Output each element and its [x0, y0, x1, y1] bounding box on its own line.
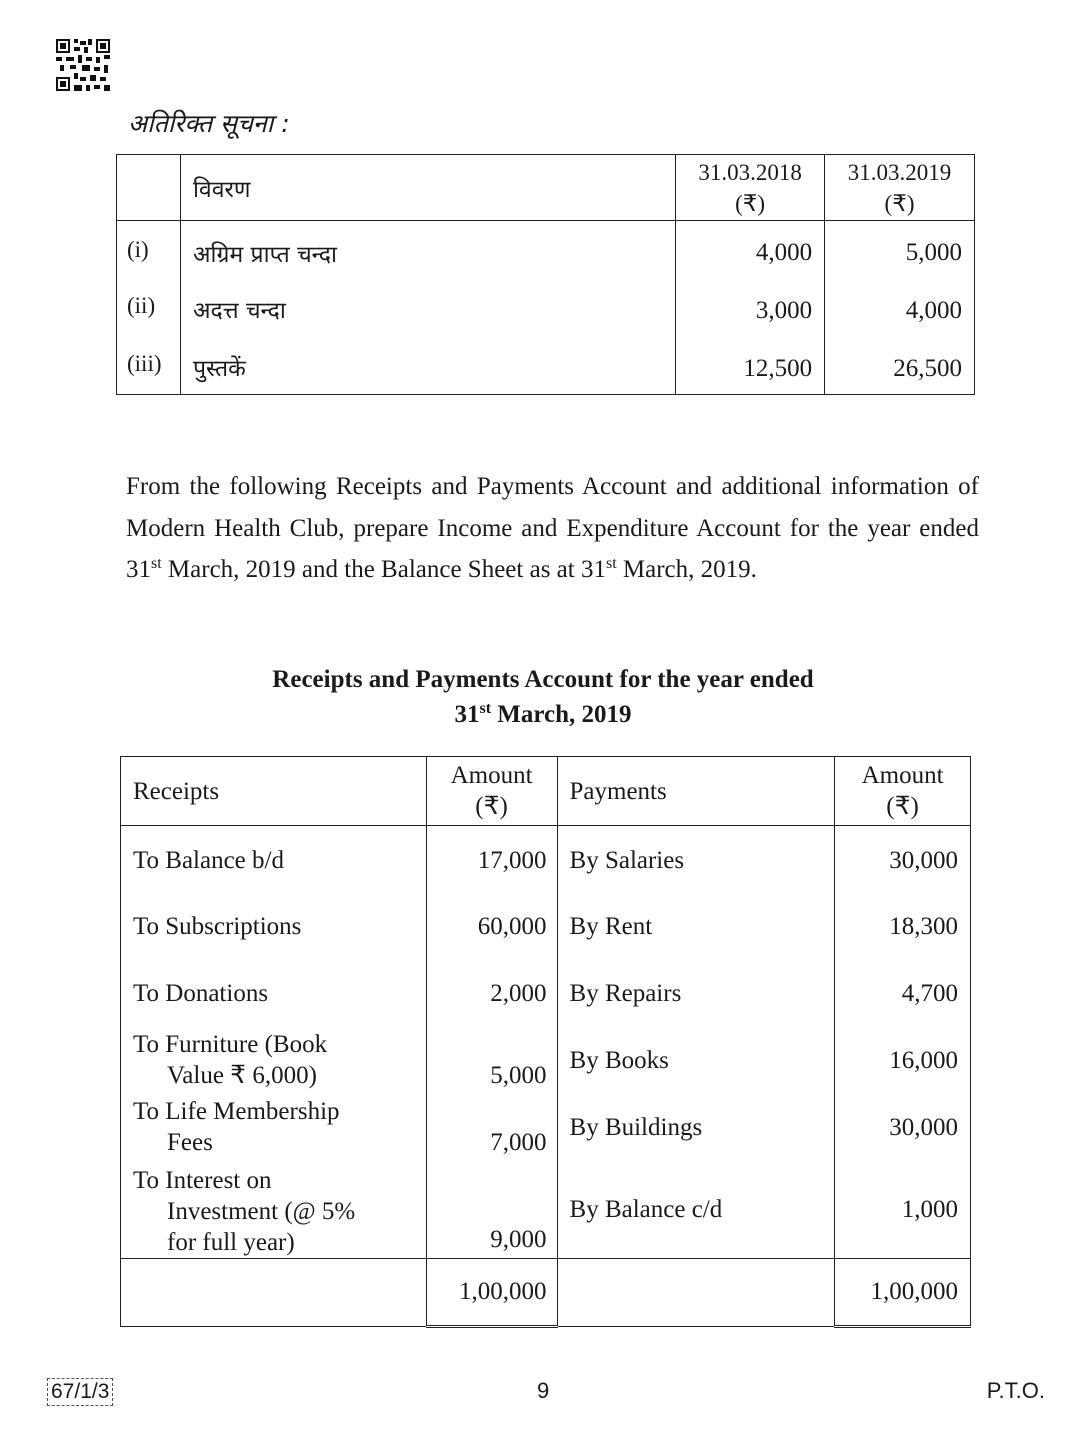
payment-amount: 4,700 — [835, 960, 971, 1027]
receipt-item: To Balance b/d — [121, 826, 427, 893]
header-cell-index — [117, 155, 181, 221]
payment-item: By Books — [557, 1027, 835, 1094]
payment-amount: 30,000 — [835, 826, 971, 893]
header-receipt-amount — [426, 757, 557, 826]
receipts-payments-table — [120, 756, 971, 1328]
receipt-amount: 9,000 — [426, 1161, 557, 1259]
receipt-item-line: To Interest on — [133, 1166, 272, 1194]
payment-amount: 16,000 — [835, 1027, 971, 1094]
question-text-part: March, 2019. — [616, 556, 757, 583]
paper-code: 67/1/3 — [47, 1378, 113, 1406]
account-title-line2 — [120, 697, 966, 732]
table-header-row — [117, 155, 975, 221]
header-currency-2019: (₹) — [884, 190, 915, 216]
total-receipt-label — [121, 1258, 427, 1326]
header-date-2018: 31.03.2018 — [698, 159, 802, 185]
receipt-amount: 17,000 — [426, 826, 557, 893]
table-row — [121, 1094, 971, 1161]
table-row — [121, 893, 971, 960]
header-payment-amount — [835, 757, 971, 826]
receipt-amount: 60,000 — [426, 893, 557, 960]
superscript: st — [151, 555, 162, 572]
payment-item: By Rent — [557, 893, 835, 960]
superscript: st — [605, 555, 617, 572]
total-payments: 1,00,000 — [835, 1258, 971, 1326]
question-text-part: March, 2019 and the Balance Sheet as at 31 — [161, 556, 606, 583]
header-date-2019: 31.03.2019 — [847, 159, 952, 185]
account-title-line1: Receipts and Payments Account for the year ended — [272, 666, 814, 693]
payment-item: By Repairs — [557, 960, 835, 1027]
account-title — [120, 662, 966, 732]
receipt-amount: 5,000 — [426, 1027, 557, 1094]
question-text-part: From the following Receipts and Payments Account and additional information of Modern Health Club, prepare Income and Expenditure Account for the year ended 31 — [126, 473, 979, 583]
table-row — [117, 221, 975, 279]
header-amount-label: Amount — [450, 762, 533, 789]
receipt-item: To Subscriptions — [121, 893, 427, 960]
receipt-item — [121, 1094, 427, 1161]
header-cell-2019 — [825, 155, 975, 221]
row-index: (i) — [117, 221, 181, 279]
receipt-item-line: Value ₹ 6,000) — [167, 1062, 317, 1089]
question-text — [126, 466, 979, 591]
row-value-2019: 4,000 — [825, 279, 975, 337]
page-number: 9 — [537, 1378, 550, 1403]
title-day: 31 — [454, 701, 480, 728]
row-value-2018: 12,500 — [676, 337, 825, 395]
additional-info-label: अतिरिक्त सूचना : — [128, 109, 290, 138]
receipt-item-line: for full year) — [167, 1228, 295, 1256]
table-row — [117, 337, 975, 395]
total-row — [121, 1258, 971, 1326]
receipt-item-line: To Life Membership — [133, 1098, 340, 1125]
row-label: पुस्तकें — [180, 337, 675, 395]
payment-amount: 18,300 — [835, 893, 971, 960]
title-rest: March, 2019 — [491, 701, 632, 728]
payment-item: By Salaries — [557, 826, 835, 893]
receipt-item: To Donations — [121, 960, 427, 1027]
receipt-amount: 7,000 — [426, 1094, 557, 1161]
pto-label: P.T.O. — [986, 1378, 1045, 1403]
payment-item: By Buildings — [557, 1094, 835, 1161]
total-receipts: 1,00,000 — [426, 1258, 557, 1326]
total-payment-label — [557, 1258, 835, 1326]
header-cell-particulars: विवरण — [180, 155, 675, 221]
superscript: st — [479, 700, 492, 717]
qr-code-icon — [56, 39, 110, 91]
row-label: अदत्त चन्दा — [180, 279, 675, 337]
header-currency: (₹) — [475, 793, 508, 820]
receipt-amount: 2,000 — [426, 960, 557, 1027]
header-receipts: Receipts — [121, 757, 427, 826]
table-row — [121, 1027, 971, 1094]
row-value-2018: 4,000 — [676, 221, 825, 279]
payment-amount: 30,000 — [835, 1094, 971, 1161]
row-value-2018: 3,000 — [676, 279, 825, 337]
payment-item: By Balance c/d — [557, 1161, 835, 1259]
receipt-item — [121, 1027, 427, 1094]
row-index: (ii) — [117, 279, 181, 337]
row-value-2019: 26,500 — [825, 337, 975, 395]
receipt-item — [121, 1161, 427, 1259]
table-row — [121, 960, 971, 1027]
additional-info-table — [116, 154, 975, 395]
row-label: अग्रिम प्राप्त चन्दा — [180, 221, 675, 279]
table-row — [121, 826, 971, 893]
receipt-item-line: Investment (@ 5% — [167, 1197, 356, 1225]
receipt-item-line: To Furniture (Book — [133, 1031, 328, 1058]
header-currency-2018: (₹) — [735, 190, 766, 216]
table-row — [117, 279, 975, 337]
payment-amount: 1,000 — [835, 1161, 971, 1259]
header-payments: Payments — [557, 757, 835, 826]
receipt-item-line: Fees — [167, 1129, 213, 1156]
table-row — [121, 1161, 971, 1259]
row-value-2019: 5,000 — [825, 221, 975, 279]
header-cell-2018 — [676, 155, 825, 221]
row-index: (iii) — [117, 337, 181, 395]
table-header-row — [121, 757, 971, 826]
header-amount-label: Amount — [861, 762, 944, 789]
header-currency: (₹) — [886, 793, 919, 820]
